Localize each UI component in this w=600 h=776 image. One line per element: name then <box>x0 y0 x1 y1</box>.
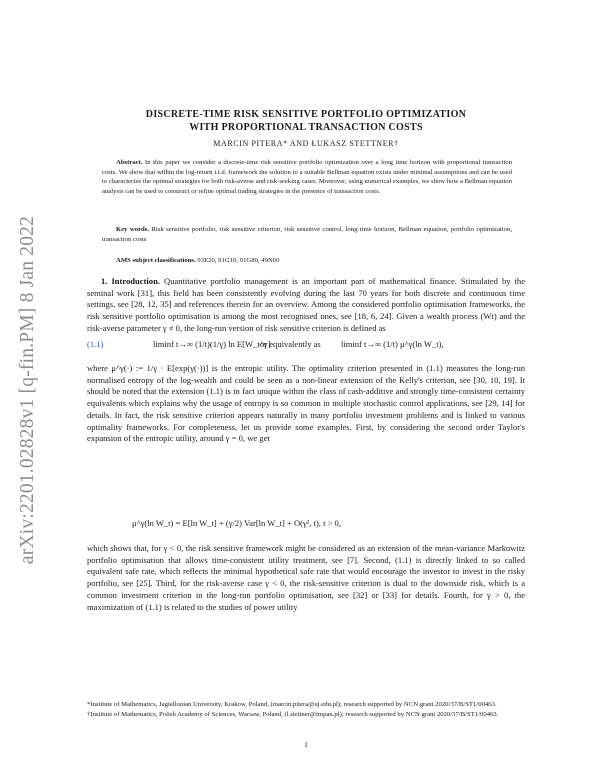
keywords-text: Risk sensitive portfolio, risk sensitive criterion, risk sensitive control, long time horizon, Bellman equation, portfolio optimization, transaction costs <box>102 226 513 243</box>
equation-rhs: liminf t→∞ (1/t) μ^γ(ln W_t), <box>341 339 444 349</box>
ams-label: AMS subject classifications. <box>116 257 196 264</box>
abstract-label: Abstract. <box>116 159 143 166</box>
title-line-2: WITH PROPORTIONAL TRANSACTION COSTS <box>189 122 423 133</box>
arxiv-stamp-text: arXiv:2201.02828v1 [q-fin.PM] 8 Jan 2022 <box>17 215 39 565</box>
abstract-text: In this paper we consider a discrete-time risk sensitive portfolio optimization over a long time horizon with proportional transaction costs. We show that within the log-return i.i.d. framework the solution to a suitable Bellman equation exists under minimal assumptions and can be used to characterize the optimal strategies for both risk-averse and risk-seeking cases. Moreover, using numerical examples, we show how a Bellman equation analysis can be used to construct or refine optimal trading strategies in the presence of transaction costs. <box>102 159 512 195</box>
footnotes <box>87 700 525 720</box>
abstract <box>102 158 512 196</box>
title-line-1: DISCRETE-TIME RISK SENSITIVE PORTFOLIO OPTIMIZATION <box>145 109 467 120</box>
intro-p1-text: Quantitative portfolio management is an important part of mathematical finance. Stimulated by the seminal work [31], this field has been consistently evolving during the last 70 years for both discrete and continuous time settings, see [28, 12, 35] and references therein for an overview. Among the considered portfolio optimisation frameworks, the risk sensitive portfolio optimisation is among the most recognised ones, see [18, 6, 24]. Given a wealth process (Wt) and the risk-averse parameter γ ≠ 0, the long-run version of risk sensitive criterion is defined as <box>87 276 525 333</box>
keywords-label: Key words. <box>116 226 150 233</box>
section-heading: 1. Introduction. <box>101 276 160 286</box>
equation-number: (1.1) <box>87 339 104 349</box>
arxiv-stamp <box>8 210 48 570</box>
intro-paragraph-3: which shows that, for γ < 0, the risk sensitive framework might be considered as an extension of the mean-variance Markowitz portfolio optimisation that allows time-consistent utility treatment, see [7]. Second, (1.1) is directly linked to so called equivalent safe rate, which reflects the minimal hypothetical safe rate that would encourage the investor to invest in the risky portfolio, see [25]. Third, for the risk-averse case γ < 0, the risk-sensitive criterion is dual to the downside risk, which is a common investment criterion in the long-run portfolio optimisation, see [32] or [33] for details. Fourth, for γ > 0, the maximization of (1.1) is related to the studies of power utility <box>87 543 525 612</box>
equation-connector: or equivalently as <box>260 339 321 349</box>
footnote-1: *Institute of Mathematics, Jagiellonian University, Krakow, Poland, (marcin.pitera@uj.edu.pl); research supported by NCN grant 2020/37/B/ST1/00463. <box>87 701 497 708</box>
ams-classification <box>102 256 512 266</box>
paper-title <box>87 108 525 134</box>
footnote-2: †Institute of Mathematics, Polish Academy of Sciences, Warsaw, Poland, (l.stettner@impan.pl); research supported by NCN grant 2020/37/B/ST1/00463. <box>87 711 499 718</box>
intro-paragraph-1 <box>87 276 525 335</box>
intro-paragraph-2: where μ^γ(·) := 1/γ · E[exp(γ(·))] is the entropic utility. The optimality criterion presented in (1.1) measures the long-run normalised entropy of the log-wealth and could be seen as a non-linear extension of the Kelly's criterion, see [30, 10, 19]. It should be noted that the extension (1.1) is in fact unique within the class of cash-additive and strongly time-consistent certainty equivalents which explains why the usage of entropy is so common in multiple stochastic control applications, see [29, 14] for details. In fact, the risk sensitive criterion appears naturally in many portfolio investment problems and is linked to various optimality frameworks. For completeness, let us provide some examples. First, by considering the second order Taylor's expansion of the entropic utility, around γ = 0, we get <box>87 363 525 444</box>
authors: MARCIN PITERA* AND ŁUKASZ STETTNER† <box>213 139 399 148</box>
keywords <box>102 225 512 244</box>
page-number: 1 <box>304 740 308 749</box>
equation-lhs: liminf t→∞ (1/t)(1/γ) ln E[W_t^γ] <box>153 339 271 349</box>
equation-1-1 <box>87 337 525 353</box>
equation-taylor: μ^γ(ln W_t) = E[ln W_t] + (γ/2) Var[ln W_t] + O(γ², t), t > 0, <box>132 518 341 528</box>
ams-text: 93E20, 91G10, 91G80, 49N60 <box>197 257 280 264</box>
